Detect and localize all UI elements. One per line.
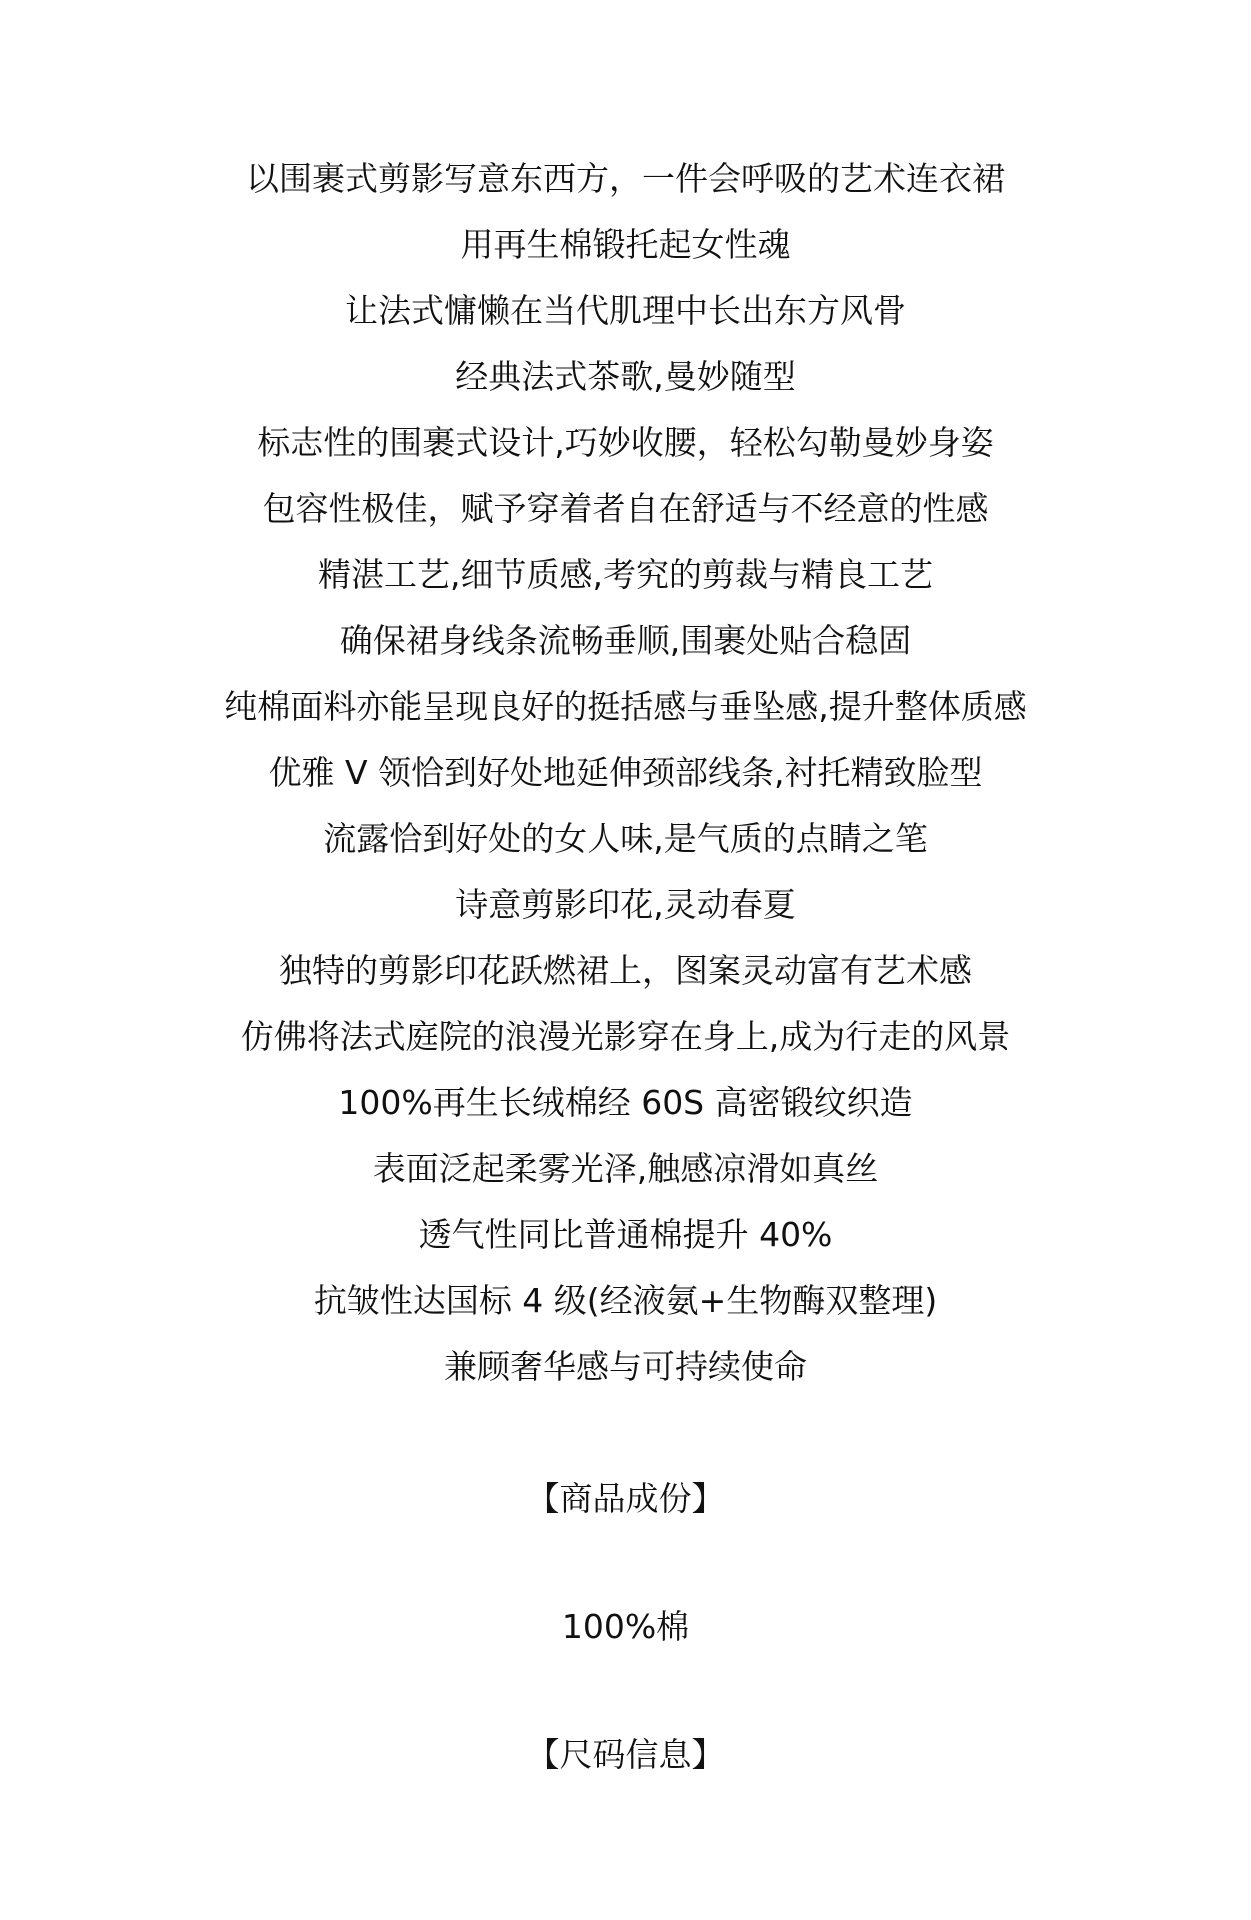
description-line: 标志性的围裹式设计,巧妙收腰，轻松勾勒曼妙身姿 bbox=[257, 423, 994, 462]
description-line: 诗意剪影印花,灵动春夏 bbox=[455, 885, 796, 924]
composition-value: 100%棉 bbox=[561, 1607, 690, 1646]
description-line: 透气性同比普通棉提升 40% bbox=[418, 1215, 833, 1254]
description-line: 优雅 V 领恰到好处地延伸颈部线条,衬托精致脸型 bbox=[268, 753, 983, 792]
section-spacer bbox=[0, 1660, 1251, 1722]
section-spacer bbox=[0, 1400, 1251, 1466]
description-line: 独特的剪影印花跃燃裙上，图案灵动富有艺术感 bbox=[279, 951, 972, 990]
description-line: 仿佛将法式庭院的浪漫光影穿在身上,成为行走的风景 bbox=[240, 1017, 1011, 1056]
description-line: 表面泛起柔雾光泽,触感凉滑如真丝 bbox=[372, 1149, 879, 1188]
description-line: 100%再生长绒棉经 60S 高密锻纹织造 bbox=[338, 1083, 913, 1122]
size-info-heading: 【尺码信息】 bbox=[526, 1735, 725, 1774]
composition-heading: 【商品成份】 bbox=[526, 1479, 725, 1518]
description-line: 精湛工艺,细节质感,考究的剪裁与精良工艺 bbox=[318, 555, 933, 594]
description-line: 兼顾奢华感与可持续使命 bbox=[444, 1347, 807, 1386]
description-line: 经典法式茶歌,曼妙随型 bbox=[455, 357, 796, 396]
description-line: 用再生棉锻托起女性魂 bbox=[460, 225, 791, 264]
description-line: 以围裹式剪影写意东西方，一件会呼吸的艺术连衣裙 bbox=[246, 159, 1005, 198]
description-line: 让法式慵懒在当代肌理中长出东方风骨 bbox=[345, 291, 906, 330]
description-line: 纯棉面料亦能呈现良好的挺括感与垂坠感,提升整体质感 bbox=[224, 687, 1027, 726]
product-description bbox=[0, 146, 1251, 1788]
description-line: 包容性极佳，赋予穿着者自在舒适与不经意的性感 bbox=[262, 489, 989, 528]
description-line: 抗皱性达国标 4 级(经液氨+生物酶双整理) bbox=[313, 1281, 938, 1320]
section-spacer bbox=[0, 1532, 1251, 1594]
description-line: 流露恰到好处的女人味,是气质的点睛之笔 bbox=[323, 819, 928, 858]
description-line: 确保裙身线条流畅垂顺,围裹处贴合稳固 bbox=[339, 621, 912, 660]
